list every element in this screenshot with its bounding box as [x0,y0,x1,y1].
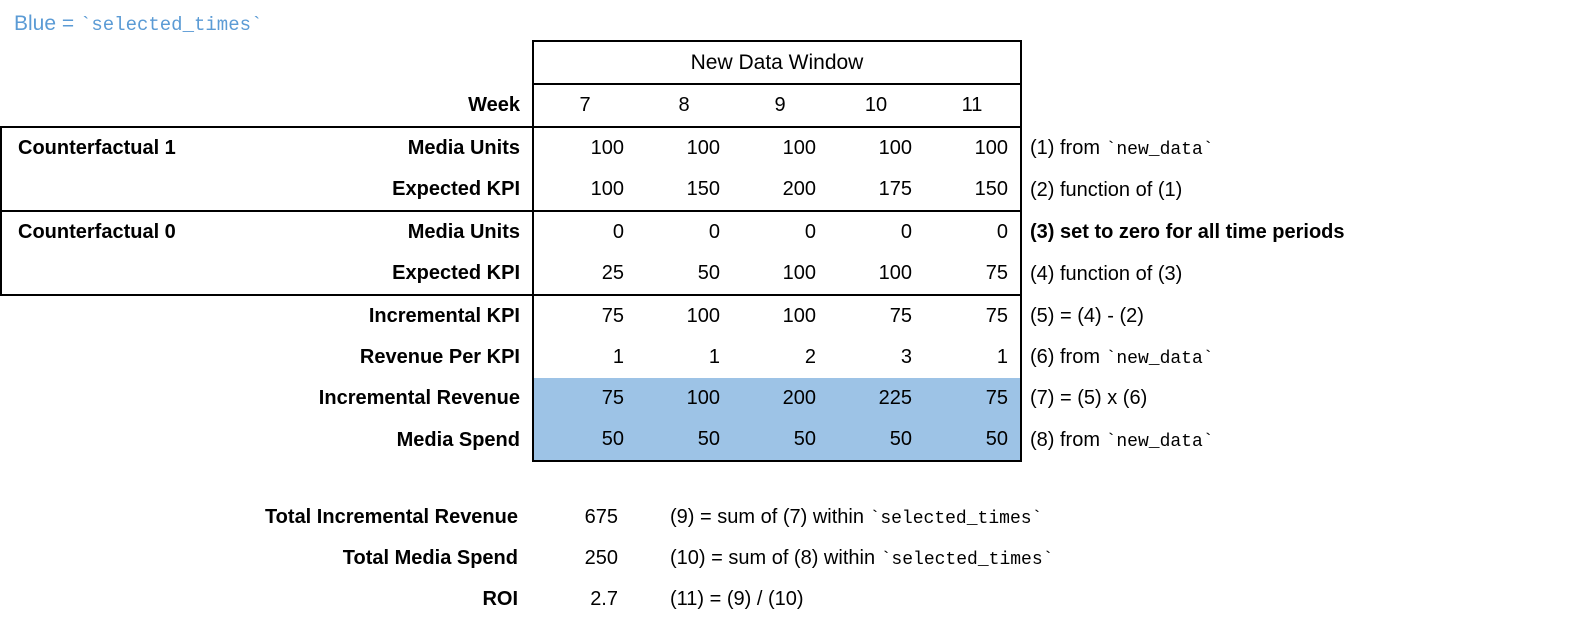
cell-r7-c3: 50 [828,419,924,461]
summary-label-total-incremental-revenue: Total Incremental Revenue [264,506,518,528]
table-row [1,127,1346,169]
cell-r4-c2: 100 [782,305,816,327]
group-label-counterfactual-1: Counterfactual 1 [1,127,228,169]
group-label-blank-2 [1,253,228,295]
table-row [1,169,1346,211]
note-r4-text: (5) = (4) - (2) [1030,304,1144,327]
cell-r0-c2: 100 [732,127,828,169]
cell-r3-c1: 50 [636,253,732,295]
counterfactual-diagram [0,40,1588,462]
week-col-0: 7 [533,84,636,127]
cell-r5-c0: 1 [533,337,636,378]
cell-r3-c3: 100 [828,253,924,295]
cell-r1-c4: 150 [924,169,1021,211]
summary-note-0-code: `selected_times` [869,509,1043,529]
table-row [1,337,1346,378]
summary-value-roi: 2.7 [590,588,618,610]
cell-r2-c2: 0 [732,211,828,253]
week-col-2: 9 [774,94,786,116]
cell-r6-c3: 225 [828,378,924,419]
cell-r3-c4: 75 [924,253,1021,295]
table-row [1,295,1346,337]
cell-r5-c3: 3 [900,346,912,368]
week-label: Week [468,93,520,116]
legend [14,12,262,36]
cell-r0-c3: 100 [828,127,924,169]
note-r4 [1021,295,1346,337]
row-label-incremental-revenue: Incremental Revenue [318,387,520,409]
group-label-counterfactual-0: Counterfactual 0 [1,211,228,253]
summary-note-1 [628,538,1053,579]
cell-r7-c2: 50 [732,419,828,461]
cell-r6-c1: 100 [636,378,732,419]
row-label-revenue-per-kpi: Revenue Per KPI [359,346,520,368]
cell-r1-c1: 150 [686,178,720,200]
group-label-blank-3 [1,295,228,337]
summary-label-total-media-spend: Total Media Spend [342,547,518,569]
cell-r2-c1: 0 [636,211,732,253]
note-r1-text: (2) function of (1) [1030,178,1183,201]
summary-row [0,538,1053,579]
cell-r0-c1: 100 [636,127,732,169]
summary-note-1-code: `selected_times` [880,550,1054,570]
cell-r1-c2: 200 [782,178,816,200]
summary-note-0-text: (9) = sum of (7) within [670,506,870,528]
cell-r0-c0: 100 [533,127,636,169]
group-label-blank-5 [1,378,228,419]
spacer-cell-a2 [1,84,228,127]
row-label-expected-kpi-cf0: Expected KPI [228,253,533,295]
group-label-blank-4 [1,337,228,378]
cell-r4-c4: 75 [924,295,1021,337]
group-label-blank-6 [1,419,228,461]
note-r7-text: (8) from [1030,428,1106,451]
table-header-week-row [1,84,1346,127]
summary-note-2-text: (11) = (9) / (10) [670,588,804,610]
week-col-4: 11 [924,84,1021,127]
cell-r1-c3: 175 [878,178,912,200]
cell-r0-c4: 100 [924,127,1021,169]
week-col-1: 8 [678,94,690,116]
note-r3 [1021,253,1346,295]
counterfactual-table [0,40,1347,462]
note-r0 [1021,127,1346,169]
cell-r4-c0: 75 [533,295,636,337]
table-row [1,419,1346,461]
note-r0-text: (1) from [1030,136,1106,159]
summary-note-2 [628,579,1053,620]
summary-value-total-media-spend: 250 [584,547,618,569]
row-label-expected-kpi-cf1: Expected KPI [392,178,520,200]
note-r7-code: `new_data` [1105,431,1214,452]
note-r6-text: (7) = (5) x (6) [1030,387,1148,409]
legend-code: `selected_times` [79,14,263,36]
note-r1 [1021,169,1346,211]
row-label-media-spend: Media Spend [396,428,520,451]
cell-r7-c0: 50 [533,419,636,461]
spacer-note-0 [1021,41,1346,84]
cell-r5-c2: 2 [804,346,816,368]
row-label-incremental-kpi: Incremental KPI [368,305,520,327]
cell-r5-c4: 1 [924,337,1021,378]
cell-r3-c0: 25 [533,253,636,295]
cell-r1-c0: 100 [533,169,636,211]
cell-r7-c1: 50 [636,419,732,461]
group-label-blank-1 [1,169,228,211]
table-header-window-row [1,41,1346,84]
note-r5 [1021,337,1346,378]
legend-prefix: Blue = [14,12,80,35]
spacer-cell-b [228,41,533,84]
cell-r3-c2: 100 [732,253,828,295]
cell-r4-c3: 75 [889,305,912,327]
note-r5-code: `new_data` [1105,349,1214,369]
spacer-cell-a [1,41,228,84]
cell-r6-c4: 75 [924,378,1021,419]
week-col-3: 10 [864,94,888,116]
summary-note-1-text: (10) = sum of (8) within [670,547,881,569]
spacer-note-1 [1021,84,1346,127]
summary-note-0 [628,497,1053,538]
table-row [1,378,1346,419]
note-r2-text: (3) set to zero for all time periods [1030,220,1345,243]
note-r7 [1021,419,1346,461]
cell-r7-c4: 50 [924,419,1021,461]
note-r5-text: (6) from [1030,346,1106,368]
summary-block [0,497,1053,620]
cell-r4-c1: 100 [686,305,720,327]
note-r0-code: `new_data` [1105,139,1214,160]
cell-r2-c0: 0 [533,211,636,253]
row-label-media-units-cf0: Media Units [228,211,533,253]
note-r2 [1021,211,1346,253]
summary-table [0,497,1053,620]
row-label-media-units-cf1: Media Units [228,127,533,169]
summary-label-roi: ROI [482,588,518,610]
table-row [1,211,1346,253]
cell-r5-c1: 1 [708,346,720,368]
cell-r2-c4: 0 [924,211,1021,253]
cell-r6-c0: 75 [533,378,636,419]
new-data-window-title: New Data Window [533,41,1021,84]
cell-r2-c3: 0 [828,211,924,253]
note-r6 [1021,378,1346,419]
note-r3-text: (4) function of (3) [1030,262,1183,285]
summary-row [0,579,1053,620]
summary-value-total-incremental-revenue: 675 [584,506,618,528]
cell-r6-c2: 200 [732,378,828,419]
summary-row [0,497,1053,538]
table-row [1,253,1346,295]
